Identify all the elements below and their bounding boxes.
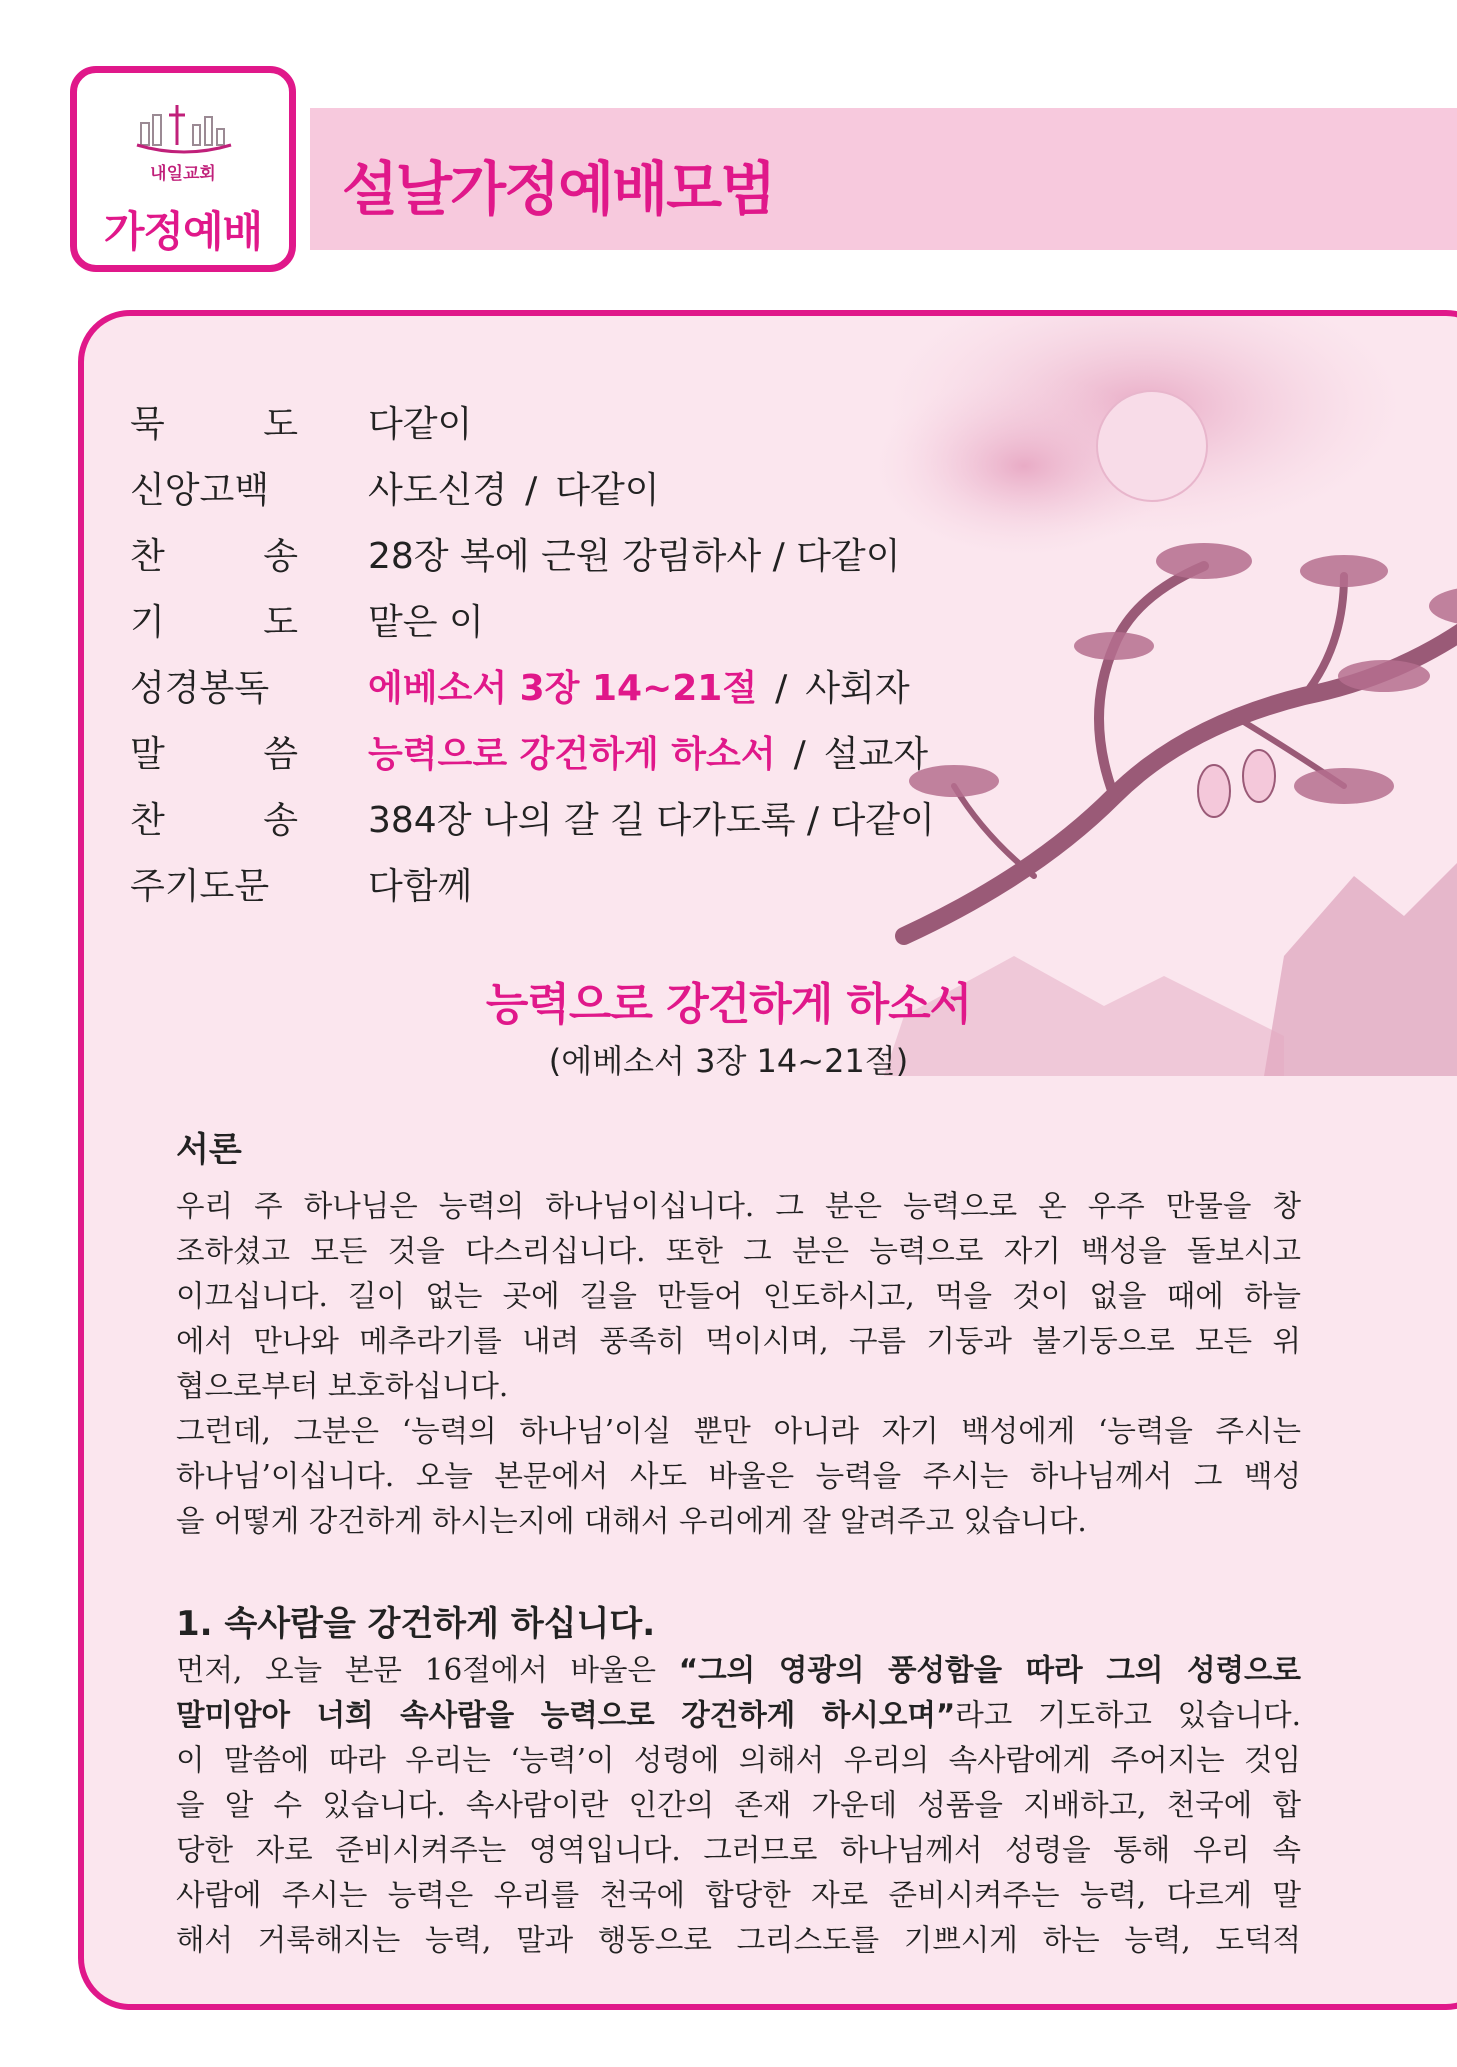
text-line: 이 말씀에 따라 우리는 ‘능력’이 성령에 의해서 우리의 속사람에게 주어지는 것임 bbox=[176, 1743, 1301, 1777]
text-line: 에서 만나와 메추라기를 내려 풍족히 먹이시며, 구름 기둥과 불기둥으로 모든 위 bbox=[176, 1324, 1301, 1358]
order-value: 사도신경 / 다같이 bbox=[368, 469, 660, 511]
order-value: 능력으로 강건하게 하소서 / 설교자 bbox=[368, 733, 929, 775]
order-row-hymn-1 bbox=[130, 520, 1030, 586]
church-skyline-icon bbox=[135, 103, 233, 155]
order-label: 성경봉독 bbox=[130, 667, 270, 709]
order-label: 찬 송 bbox=[130, 799, 298, 841]
order-label: 주기도문 bbox=[130, 865, 270, 907]
text-line: 을 어떻게 강건하게 하시는지에 대해서 우리에게 잘 알려주고 있습니다. bbox=[176, 1504, 1087, 1538]
order-label: 찬 송 bbox=[130, 535, 298, 577]
order-row-hymn-2 bbox=[130, 784, 1030, 850]
church-logo-badge bbox=[70, 66, 296, 272]
text-line: 사람에 주시는 능력은 우리를 천국에 합당한 자로 준비시켜주는 능력, 다르게 말 bbox=[176, 1878, 1301, 1912]
birds-icon bbox=[1198, 750, 1275, 817]
order-label: 묵 도 bbox=[130, 403, 298, 445]
order-value: 28장 복에 근원 강림하사 / 다같이 bbox=[368, 535, 901, 577]
text-line: 조하셨고 모든 것을 다스리십니다. 또한 그 분은 능력으로 자기 백성을 돌보시고 bbox=[176, 1234, 1301, 1268]
order-row-prayer bbox=[130, 586, 1030, 652]
order-row-scripture bbox=[130, 652, 1030, 718]
order-label: 말 씀 bbox=[130, 733, 298, 775]
order-value: 다함께 bbox=[368, 865, 473, 907]
order-label: 신앙고백 bbox=[130, 469, 270, 511]
order-row-creed bbox=[130, 454, 1030, 520]
sermon-reference: (에베소서 3장 14~21절) bbox=[548, 1042, 909, 1080]
intro-paragraph bbox=[176, 1184, 1301, 1544]
order-label: 기 도 bbox=[130, 601, 298, 643]
order-row-sermon bbox=[130, 718, 1030, 784]
order-value: 맡은 이 bbox=[368, 601, 484, 643]
order-value: 에베소서 3장 14~21절 / 사회자 bbox=[368, 667, 910, 709]
order-row-lords-prayer bbox=[130, 850, 1030, 916]
text-line: 먼저, 오늘 본문 16절에서 바울은 “그의 영광의 풍성함을 따라 그의 성령으로 bbox=[176, 1653, 1301, 1687]
sermon-title: 능력으로 강건하게 하소서 bbox=[485, 979, 972, 1030]
text-line: 그런데, 그분은 ‘능력의 하나님’이실 뿐만 아니라 자기 백성에게 ‘능력을 주시는 bbox=[176, 1414, 1301, 1448]
order-value: 384장 나의 갈 길 다가도록 / 다같이 bbox=[368, 799, 935, 841]
moon-icon bbox=[1097, 391, 1207, 501]
point1-paragraph bbox=[176, 1648, 1301, 1963]
worship-order bbox=[130, 388, 1030, 916]
text-line: 해서 거룩해지는 능력, 말과 행동으로 그리스도를 기쁘시게 하는 능력, 도덕적 bbox=[176, 1923, 1301, 1957]
text-line: 협으로부터 보호하십니다. bbox=[176, 1369, 509, 1403]
page-title: 설날가정예배모범 bbox=[342, 155, 775, 223]
church-name: 내일교회 bbox=[150, 164, 216, 184]
order-row-silent-prayer bbox=[130, 388, 1030, 454]
text-line: 우리 주 하나님은 능력의 하나님이십니다. 그 분은 능력으로 온 우주 만물을 창 bbox=[176, 1189, 1301, 1223]
text-line: 하나님’이십니다. 오늘 본문에서 사도 바울은 능력을 주시는 하나님께서 그 백성 bbox=[176, 1459, 1301, 1493]
badge-label: 가정예배 bbox=[103, 207, 263, 256]
text-line: 을 알 수 있습니다. 속사람이란 인간의 존재 가운데 성품을 지배하고, 천국에 합 bbox=[176, 1788, 1301, 1822]
text-line: 말미암아 너희 속사람을 능력으로 강건하게 하시오며”라고 기도하고 있습니다. bbox=[176, 1698, 1301, 1732]
text-line: 당한 자로 준비시켜주는 영역입니다. 그러므로 하나님께서 성령을 통해 우리 속 bbox=[176, 1833, 1301, 1867]
text-line: 이끄십니다. 길이 없는 곳에 길을 만들어 인도하시고, 먹을 것이 없을 때에 하늘 bbox=[176, 1279, 1301, 1313]
point1-heading: 1. 속사람을 강건하게 하십니다. bbox=[176, 1604, 656, 1644]
intro-heading: 서론 bbox=[176, 1130, 242, 1170]
order-value: 다같이 bbox=[368, 403, 473, 445]
